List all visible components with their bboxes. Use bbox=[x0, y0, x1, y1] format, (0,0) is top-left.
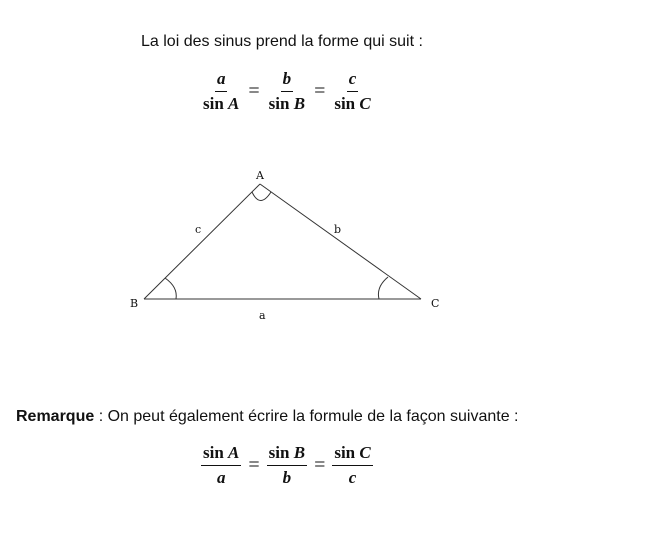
remark-label: Remarque bbox=[16, 408, 95, 425]
side-c-label: c bbox=[195, 223, 202, 236]
intro-text: La loi des sinus prend la forme qui suit : bbox=[141, 33, 423, 50]
denominator: a bbox=[216, 467, 226, 487]
vertex-B-label: B bbox=[130, 297, 139, 310]
angle-name: C bbox=[359, 93, 371, 113]
numerator bbox=[267, 444, 307, 466]
denominator: c bbox=[348, 467, 357, 487]
remark-paragraph bbox=[16, 408, 518, 426]
angle-C-arc bbox=[378, 277, 388, 299]
function-name: sin bbox=[268, 443, 290, 462]
fraction-sinA-over-a bbox=[198, 444, 244, 487]
function-name: sin bbox=[268, 93, 290, 113]
side-b-line bbox=[260, 184, 421, 299]
angle-name: A bbox=[228, 93, 240, 113]
angle-B-arc bbox=[165, 278, 176, 299]
fraction-sinC-over-c bbox=[329, 444, 375, 487]
numerator bbox=[332, 444, 372, 466]
angle-A-arc bbox=[252, 192, 271, 201]
angle-name: B bbox=[293, 93, 306, 113]
angle-name: B bbox=[293, 443, 306, 462]
equals-sign: = bbox=[248, 79, 260, 102]
alternate-law-of-sines-formula bbox=[198, 444, 376, 487]
function-name: sin bbox=[203, 443, 224, 462]
equals-sign: = bbox=[248, 453, 260, 476]
function-name: sin bbox=[334, 93, 356, 113]
side-a-label: a bbox=[259, 309, 266, 322]
fraction-sinB-over-b bbox=[264, 444, 310, 487]
numerator: a bbox=[215, 70, 228, 92]
vertex-A-label: A bbox=[256, 169, 264, 182]
equals-sign: = bbox=[314, 79, 326, 102]
remark-text: : On peut également écrire la formule de la façon suivante : bbox=[94, 408, 519, 425]
numerator bbox=[201, 444, 241, 466]
function-name: sin bbox=[334, 443, 356, 462]
side-b-label: b bbox=[334, 223, 342, 236]
numerator: b bbox=[281, 70, 294, 92]
vertex-C-label: C bbox=[431, 297, 440, 310]
angle-name: A bbox=[228, 443, 240, 462]
equals-sign: = bbox=[314, 453, 326, 476]
numerator: c bbox=[347, 70, 359, 92]
angle-name: C bbox=[359, 443, 371, 462]
denominator: b bbox=[282, 467, 292, 487]
side-c-line bbox=[144, 184, 260, 299]
function-name: sin bbox=[203, 93, 224, 113]
